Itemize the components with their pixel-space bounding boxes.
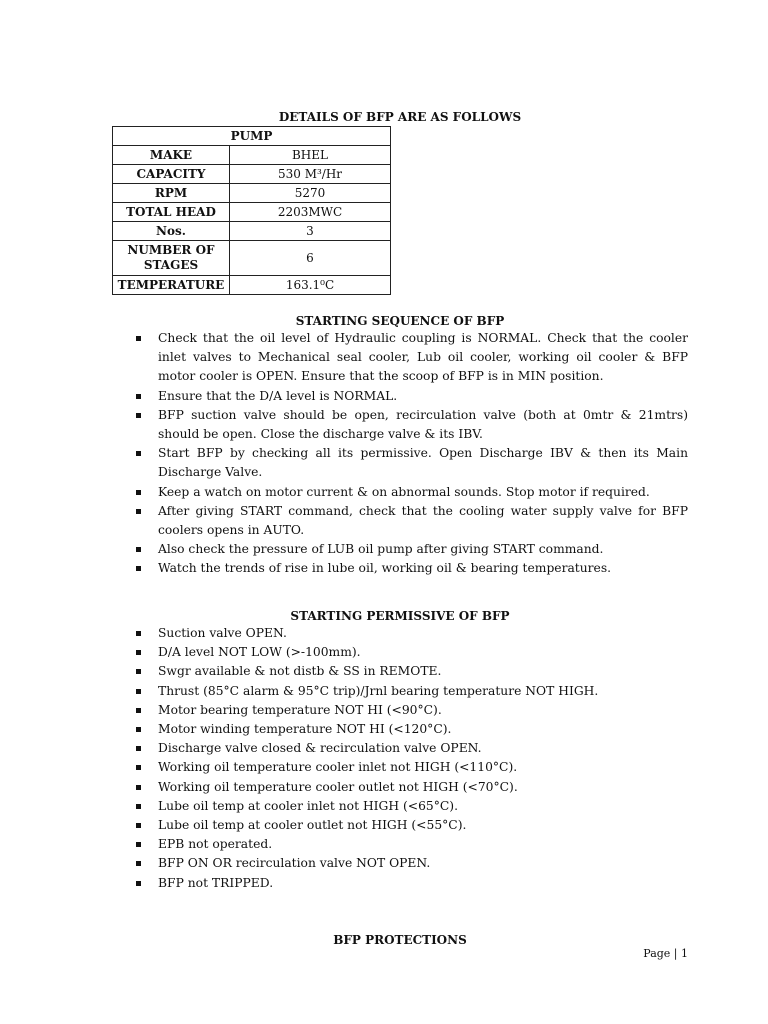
- bullet-icon: [136, 669, 141, 674]
- table-row: [113, 146, 391, 165]
- protections-heading: BFP PROTECTIONS: [333, 933, 467, 947]
- row-label: RPM: [113, 184, 230, 203]
- list-item: [136, 720, 688, 739]
- row-label: MAKE: [113, 146, 230, 165]
- list-item-text: Lube oil temp at cooler inlet not HIGH (<65°C).: [158, 798, 458, 813]
- starting-sequence-list: [136, 329, 688, 579]
- list-item: [136, 540, 688, 559]
- table-row: [113, 184, 391, 203]
- row-value: 6: [230, 241, 391, 276]
- list-item: [136, 624, 688, 643]
- row-value: 2203MWC: [230, 203, 391, 222]
- starting-sequence-heading: STARTING SEQUENCE OF BFP: [295, 314, 505, 328]
- table-row: [113, 222, 391, 241]
- bullet-icon: [136, 490, 141, 495]
- row-label: CAPACITY: [113, 165, 230, 184]
- list-item: [136, 758, 688, 777]
- bullet-icon: [136, 881, 141, 886]
- list-item-text: Thrust (85°C alarm & 95°C trip)/Jrnl bearing temperature NOT HIGH.: [158, 683, 599, 698]
- list-item-text: Check that the oil level of Hydraulic coupling is NORMAL. Check that the cooler inlet valves to Mechanical seal cooler, Lub oil cooler, working oil cooler & BFP motor cooler is OPEN. Ensure that the scoop of BFP is in MIN position.: [158, 331, 688, 384]
- list-item: [136, 406, 688, 444]
- row-label: TOTAL HEAD: [113, 203, 230, 222]
- bullet-icon: [136, 547, 141, 552]
- bullet-icon: [136, 509, 141, 514]
- list-item: [136, 854, 688, 873]
- list-item: [136, 816, 688, 835]
- list-item-text: Working oil temperature cooler outlet not HIGH (<70°C).: [158, 779, 518, 794]
- list-item-text: BFP ON OR recirculation valve NOT OPEN.: [158, 856, 431, 871]
- row-value: BHEL: [230, 146, 391, 165]
- list-item: [136, 874, 688, 893]
- starting-permissive-heading: STARTING PERMISSIVE OF BFP: [290, 609, 510, 623]
- list-item: [136, 329, 688, 387]
- list-item: [136, 739, 688, 758]
- list-item-text: After giving START command, check that the cooling water supply valve for BFP coolers opens in AUTO.: [158, 503, 688, 538]
- bullet-icon: [136, 746, 141, 751]
- list-item-text: Watch the trends of rise in lube oil, working oil & bearing temperatures.: [158, 561, 612, 576]
- bullet-icon: [136, 566, 141, 571]
- list-item: [136, 662, 688, 681]
- bullet-icon: [136, 336, 141, 341]
- list-item-text: Ensure that the D/A level is NORMAL.: [158, 388, 398, 403]
- table-row: [113, 165, 391, 184]
- details-heading: DETAILS OF BFP ARE AS FOLLOWS: [278, 110, 522, 124]
- table-header: PUMP: [113, 127, 391, 146]
- bullet-icon: [136, 727, 141, 732]
- list-item-text: Motor bearing temperature NOT HI (<90°C).: [158, 702, 442, 717]
- list-item-text: Also check the pressure of LUB oil pump after giving START command.: [158, 542, 604, 557]
- list-item: [136, 483, 688, 502]
- list-item-text: Lube oil temp at cooler outlet not HIGH (<55°C).: [158, 818, 467, 833]
- list-item: [136, 444, 688, 482]
- list-item-text: Suction valve OPEN.: [158, 626, 287, 640]
- row-label: TEMPERATURE: [113, 276, 230, 295]
- bullet-icon: [136, 689, 141, 694]
- list-item: [136, 835, 688, 854]
- row-value: 163.1⁰C: [230, 276, 391, 295]
- bullet-icon: [136, 823, 141, 828]
- list-item-text: Discharge valve closed & recirculation valve OPEN.: [158, 741, 482, 756]
- list-item: [136, 778, 688, 797]
- row-value: 5270: [230, 184, 391, 203]
- bullet-icon: [136, 708, 141, 713]
- bullet-icon: [136, 451, 141, 456]
- bullet-icon: [136, 631, 141, 636]
- list-item-text: D/A level NOT LOW (>-100mm).: [158, 645, 361, 660]
- list-item: [136, 797, 688, 816]
- list-item-text: Swgr available & not distb & SS in REMOTE.: [158, 664, 442, 679]
- list-item-text: BFP suction valve should be open, recirculation valve (both at 0mtr & 21mtrs) should be open. Close the discharge valve & its IBV.: [158, 407, 688, 442]
- row-value: 3: [230, 222, 391, 241]
- table-row: [113, 241, 391, 276]
- bullet-icon: [136, 413, 141, 418]
- list-item-text: Keep a watch on motor current & on abnormal sounds. Stop motor if required.: [158, 484, 650, 499]
- bullet-icon: [136, 650, 141, 655]
- row-label: NUMBER OF STAGES: [113, 241, 230, 276]
- list-item-text: Motor winding temperature NOT HI (<120°C).: [158, 722, 452, 737]
- list-item: [136, 502, 688, 540]
- list-item: [136, 682, 688, 701]
- bullet-icon: [136, 785, 141, 790]
- list-item-text: Start BFP by checking all its permissive. Open Discharge IBV & then its Main Discharge Valve.: [158, 446, 688, 480]
- list-item: [136, 387, 688, 406]
- bullet-icon: [136, 842, 141, 847]
- bullet-icon: [136, 394, 141, 399]
- list-item-text: BFP not TRIPPED.: [158, 875, 274, 890]
- page-number: Page | 1: [643, 947, 688, 960]
- bullet-icon: [136, 765, 141, 770]
- list-item: [136, 559, 688, 578]
- bullet-icon: [136, 804, 141, 809]
- row-value: 530 M³/Hr: [230, 165, 391, 184]
- table-row: [113, 276, 391, 295]
- table-row: [113, 203, 391, 222]
- pump-spec-table: [112, 126, 391, 295]
- list-item: [136, 643, 688, 662]
- list-item-text: Working oil temperature cooler inlet not HIGH (<110°C).: [158, 760, 518, 775]
- table-header-row: [113, 127, 391, 146]
- bullet-icon: [136, 861, 141, 866]
- row-label: Nos.: [113, 222, 230, 241]
- starting-permissive-list: [136, 624, 688, 893]
- list-item: [136, 701, 688, 720]
- list-item-text: EPB not operated.: [158, 837, 273, 852]
